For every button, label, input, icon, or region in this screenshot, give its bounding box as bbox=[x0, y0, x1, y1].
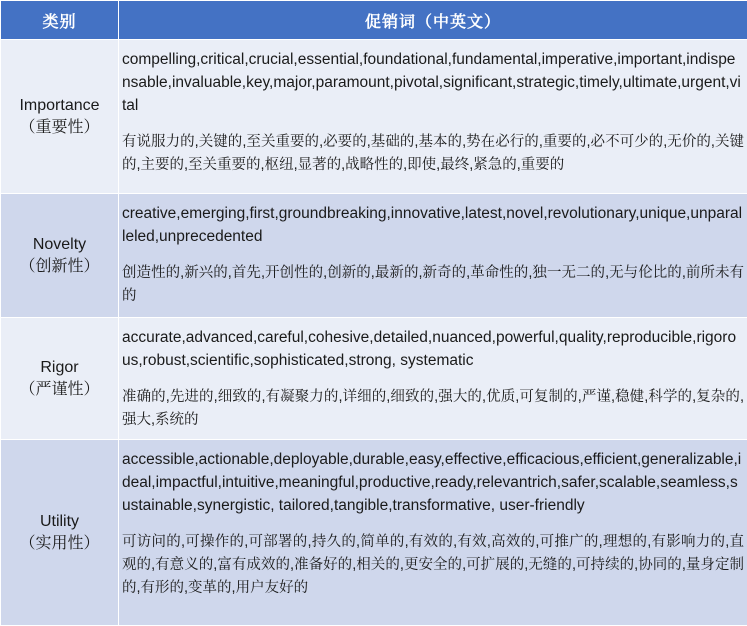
table-row bbox=[1, 318, 747, 440]
category-name-zh: （创新性） bbox=[1, 256, 118, 278]
category-name-en: Importance bbox=[1, 95, 118, 117]
category-cell bbox=[1, 440, 119, 626]
category-name-en: Utility bbox=[1, 511, 118, 533]
category-name-en: Novelty bbox=[1, 234, 118, 256]
terms-cell bbox=[119, 40, 747, 194]
category-name-zh: （重要性） bbox=[1, 117, 118, 139]
table-row bbox=[1, 194, 747, 318]
header-terms: 促销词（中英文） bbox=[119, 1, 747, 40]
chinese-terms: 可访问的,可操作的,可部署的,持久的,简单的,有效的,有效,高效的,可推广的,理想的,有影响力的,直观的,有意义的,富有成效的,准备好的,相关的,更安全的,可扩展的,无缝的,可持续的,协同的,量身定制的,有形的,变革的,用户友好的 bbox=[122, 531, 744, 600]
english-terms: accurate,advanced,careful,cohesive,detailed,nuanced,powerful,quality,reproducible,rigorous,robust,scientific,sophisticated,strong, systematic bbox=[122, 326, 744, 372]
table-row bbox=[1, 40, 747, 194]
terms-cell bbox=[119, 440, 747, 626]
english-terms: compelling,critical,crucial,essential,foundational,fundamental,imperative,important,indispensable,invaluable,key,major,paramount,pivotal,significant,strategic,timely,ultimate,urgent,vital bbox=[122, 48, 744, 117]
category-cell bbox=[1, 194, 119, 318]
terms-cell bbox=[119, 318, 747, 440]
category-name-zh: （严谨性） bbox=[1, 379, 118, 401]
english-terms: creative,emerging,first,groundbreaking,innovative,latest,novel,revolutionary,unique,unparalleled,unprecedented bbox=[122, 202, 744, 248]
header-category: 类别 bbox=[1, 1, 119, 40]
category-name-zh: （实用性） bbox=[1, 533, 118, 555]
english-terms: accessible,actionable,deployable,durable,easy,effective,efficacious,efficient,generalizable,ideal,impactful,intuitive,meaningful,productive,ready,relevantrich,safer,scalable,seamless,sustainable,synergistic, tailored,tangible,transformative, user-friendly bbox=[122, 448, 744, 517]
table-row bbox=[1, 440, 747, 626]
chinese-terms: 创造性的,新兴的,首先,开创性的,创新的,最新的,新奇的,革命性的,独一无二的,无与伦比的,前所未有的 bbox=[122, 262, 744, 308]
category-name-en: Rigor bbox=[1, 357, 118, 379]
category-cell bbox=[1, 40, 119, 194]
chinese-terms: 有说服力的,关键的,至关重要的,必要的,基础的,基本的,势在必行的,重要的,必不可少的,无价的,关键的,主要的,至关重要的,枢纽,显著的,战略性的,即使,最终,紧急的,重要的 bbox=[122, 131, 744, 177]
terms-cell bbox=[119, 194, 747, 318]
chinese-terms: 准确的,先进的,细致的,有凝聚力的,详细的,细致的,强大的,优质,可复制的,严谨,稳健,科学的,复杂的,强大,系统的 bbox=[122, 386, 744, 432]
category-cell bbox=[1, 318, 119, 440]
header-row bbox=[1, 1, 747, 40]
